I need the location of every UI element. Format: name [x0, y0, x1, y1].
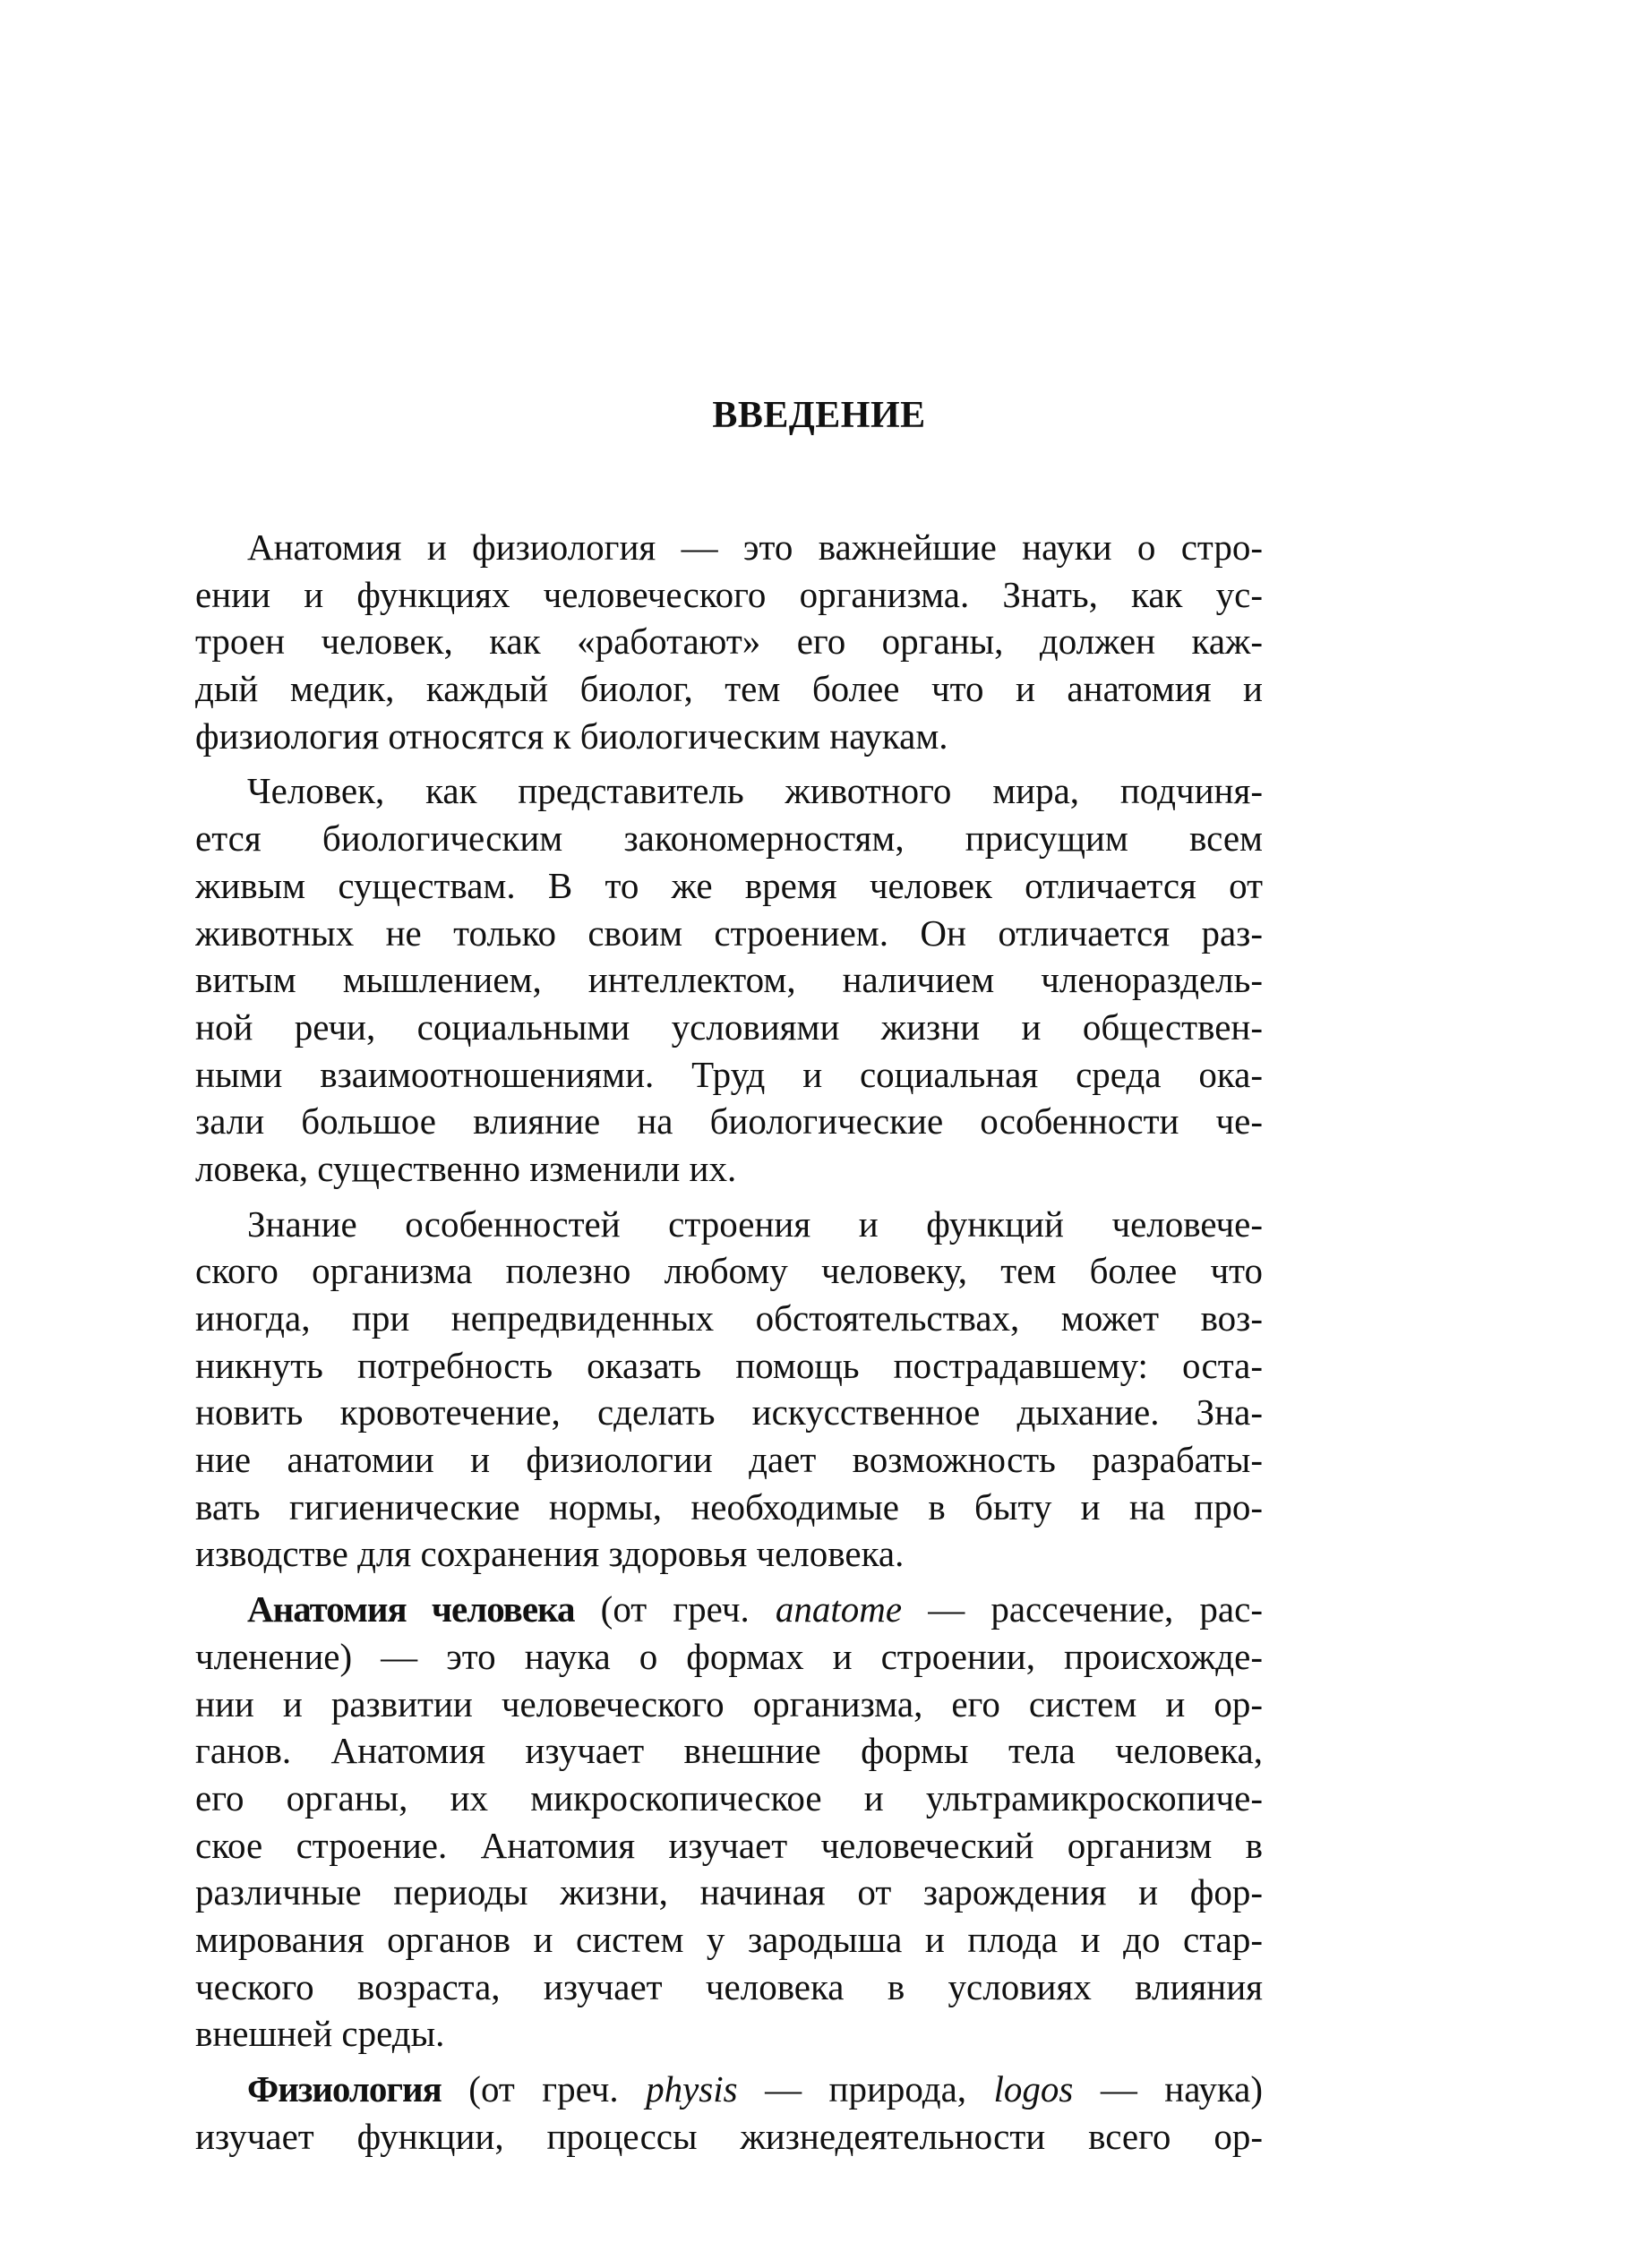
text-line: ется биологическим закономерностям, присущим всем [195, 817, 1263, 860]
text-fragment: (от греч. [574, 1588, 776, 1630]
text-line: ское строение. Анатомия изучает человеческий организм в [195, 1824, 1263, 1866]
text-line: зали большое влияние на биологические особенности че- [195, 1100, 1263, 1143]
text-fragment: — рассечение, рас- [902, 1588, 1263, 1630]
text-line: никнуть потребность оказать помощь пострадавшему: оста- [195, 1344, 1263, 1386]
text-line: Знание особенностей строения и функций человече- [247, 1202, 1263, 1245]
text-line: животных не только своим строением. Он отличается раз- [195, 911, 1263, 954]
text-line: нии и развитии человеческого организма, его систем и ор- [195, 1682, 1263, 1725]
text-line: изучает функции, процессы жизнедеятельности всего ор- [195, 2115, 1263, 2157]
greek-term: physis [646, 2068, 738, 2110]
text-line: Человек, как представитель животного мира, подчиня- [247, 770, 1263, 812]
text-line: ении и функциях человеческого организма. Знать, как ус- [195, 573, 1263, 615]
text-line: физиология относятся к биологическим наукам. [195, 715, 948, 757]
term-anatomy: Анатомия человека [247, 1588, 575, 1630]
text-line: ганов. Анатомия изучает внешние формы тела человека, [195, 1730, 1263, 1772]
text-line: Анатомия и физиология — это важнейшие науки о стро- [247, 526, 1263, 568]
text-line: троен человек, как «работают» его органы, должен каж- [195, 620, 1263, 663]
text-line [195, 2066, 1263, 2113]
body-text [195, 524, 1263, 2168]
paragraph-human-anatomy-definition [195, 1586, 1263, 2058]
text-line: витым мышлением, интеллектом, наличием членораздель- [195, 959, 1263, 1001]
greek-term: logos [993, 2068, 1074, 2110]
text-line: членение) — это наука о формах и строении, происхожде- [195, 1635, 1263, 1677]
text-fragment: — наука) [1073, 2068, 1263, 2110]
text-line: изводстве для сохранения здоровья человека. [195, 1533, 905, 1575]
paragraph-human-nature [195, 767, 1263, 1192]
text-line: вать гигиенические нормы, необходимые в быту и на про- [195, 1485, 1263, 1528]
text-line: ными взаимоотношениями. Труд и социальная среда ока- [195, 1053, 1263, 1095]
text-line: живым существам. В то же время человек отличается от [195, 864, 1263, 906]
greek-term: anatome [775, 1588, 903, 1630]
text-line: дый медик, каждый биолог, тем более что и анатомия и [195, 668, 1263, 710]
text-line: ловека, существенно изменили их. [195, 1147, 737, 1189]
text-line: новить кровотечение, сделать искусственное дыхание. Зна- [195, 1391, 1263, 1434]
paragraph-knowledge-use [195, 1201, 1263, 1579]
text-line: ского организма полезно любому человеку, тем более что [195, 1250, 1263, 1292]
text-line [195, 1586, 1263, 1633]
text-line: различные периоды жизни, начиная от зарождения и фор- [195, 1871, 1263, 1913]
text-line: ние анатомии и физиологии дает возможность разрабаты- [195, 1439, 1263, 1481]
text-line: мирования органов и систем у зародыша и плода и до стар- [195, 1918, 1263, 1960]
text-line: внешней среды. [195, 2013, 445, 2055]
text-line: его органы, их микроскопическое и ультрамикроскопиче- [195, 1776, 1263, 1819]
page-title: ВВЕДЕНИЕ [712, 395, 926, 436]
text-line: ной речи, социальными условиями жизни и обществен- [195, 1006, 1263, 1048]
paragraph-physiology-definition [195, 2066, 1263, 2160]
text-fragment: — природа, [737, 2068, 994, 2110]
paragraph-anatomy-physiology-intro [195, 524, 1263, 759]
text-line: иногда, при непредвиденных обстоятельствах, может воз- [195, 1297, 1263, 1339]
text-line: ческого возраста, изучает человека в условиях влияния [195, 1965, 1263, 2007]
text-fragment: (от греч. [441, 2068, 647, 2110]
term-physiology: Физиология [247, 2068, 442, 2110]
